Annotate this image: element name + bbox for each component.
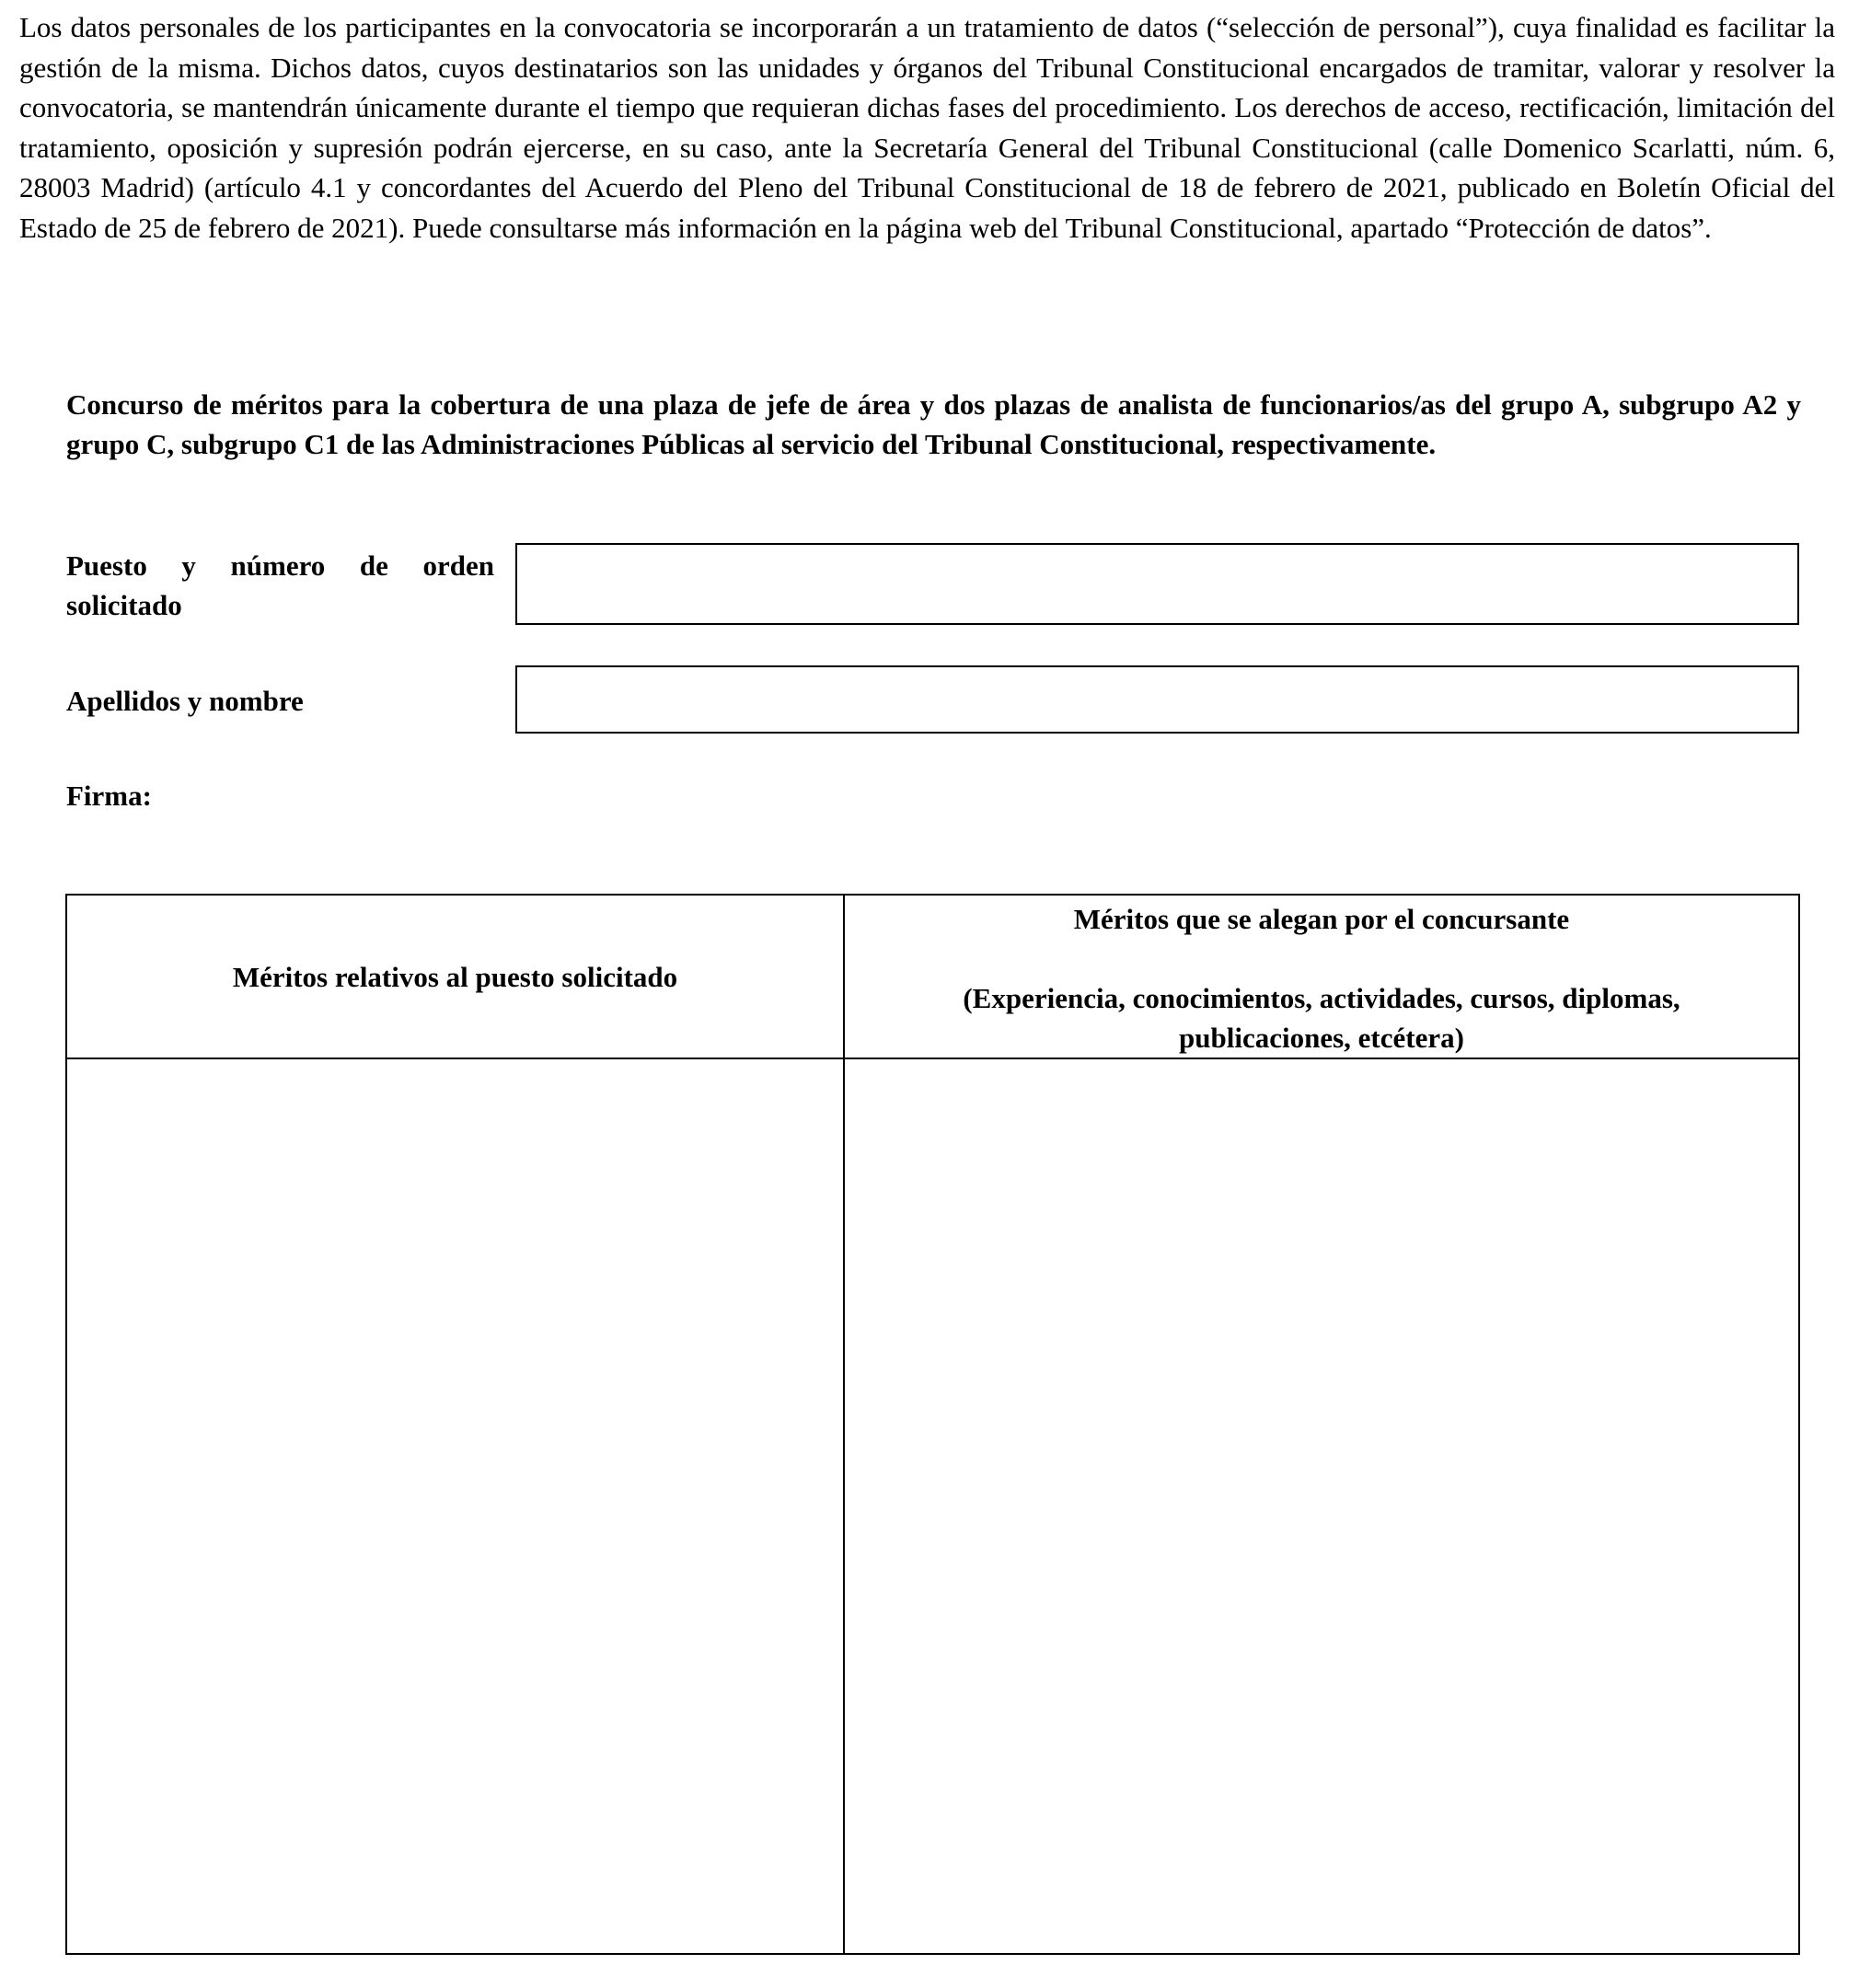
table-row [66, 1058, 1799, 1954]
col2-header-title: Méritos que se alegan por el concursante [1073, 903, 1570, 935]
puesto-label: Puesto y número de orden solicitado [66, 549, 494, 621]
contest-title: Concurso de méritos para la cobertura de una plaza de jefe de área y dos plazas de analista de funcionarios/as del grupo A, subgrupo A2 y grupo C, subgrupo C1 de las Administraciones Públicas al servicio del Tribunal Constitucional, respectivamente. [66, 388, 1801, 460]
nombre-label: Apellidos y nombre [66, 685, 304, 717]
puesto-field[interactable] [515, 543, 1799, 625]
col2-header-subtitle: (Experiencia, conocimientos, actividades, cursos, diplomas, publicaciones, etcétera) [963, 982, 1680, 1054]
privacy-notice: Los datos personales de los participantes en la convocatoria se incorporarán a un tratamiento de datos (“selección de personal”), cuya finalidad es facilitar la gestión de la misma. Dichos datos, cuyos destinatarios son las unidades y órganos del Tribunal Constitucional encargados de tramitar, valorar y resolver la convocatoria, se mantendrán únicamente durante el tiempo que requieran dichas fases del procedimiento. Los derechos de acceso, rectificación, limitación del tratamiento, oposición y supresión podrán ejercerse, en su caso, ante la Secretaría General del Tribunal Constitucional (calle Domenico Scarlatti, núm. 6, 28003 Madrid) (artículo 4.1 y concordantes del Acuerdo del Pleno del Tribunal Constitucional de 18 de febrero de 2021, publicado en Boletín Oficial del Estado de 25 de febrero de 2021). Puede consultarse más información en la página web del Tribunal Constitucional, apartado “Protección de datos”. [19, 11, 1835, 244]
col2-header [844, 895, 1799, 1058]
col2-cell[interactable] [844, 1058, 1799, 1954]
merits-table [65, 894, 1800, 1955]
firma-label: Firma: [66, 780, 152, 812]
col1-cell[interactable] [66, 1058, 844, 1954]
col1-header: Méritos relativos al puesto solicitado [66, 895, 844, 1058]
nombre-field[interactable] [515, 665, 1799, 734]
table-header-row [66, 895, 1799, 1058]
